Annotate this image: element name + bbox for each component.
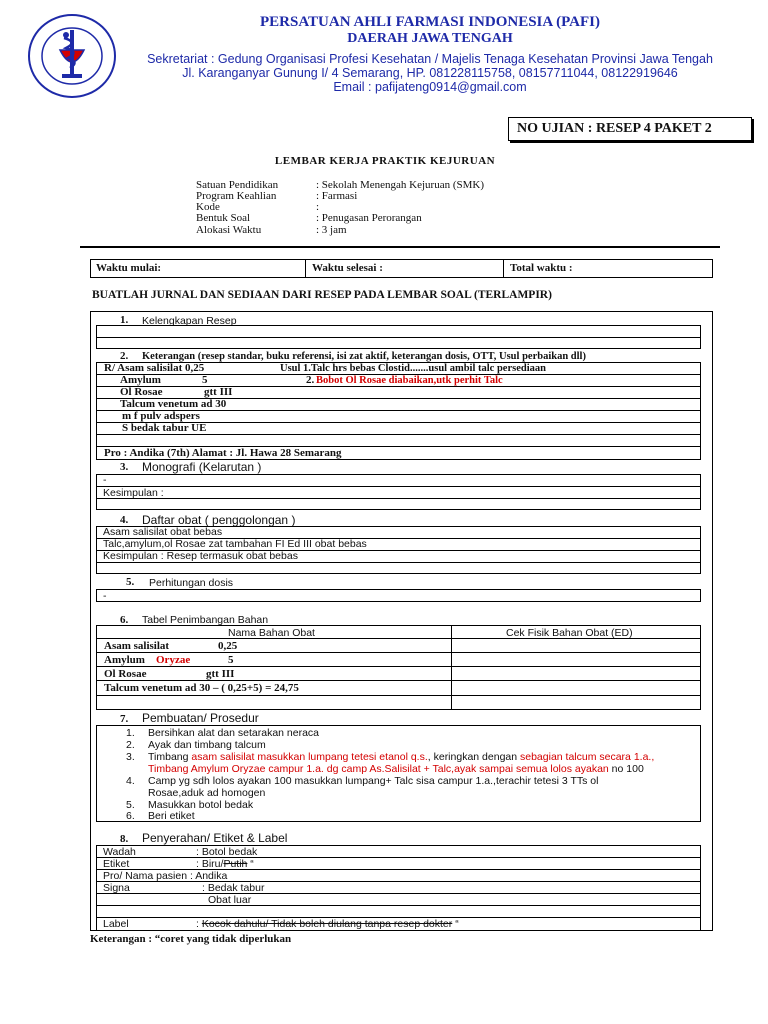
s4-conclusion: Kesimpulan : Resep termasuk obat bebas (103, 550, 298, 562)
pafi-logo (26, 12, 118, 100)
rx-line: R/ Asam salisilat 0,25 (104, 362, 205, 374)
material-name: Amylum (104, 654, 145, 666)
s3-table (96, 474, 701, 510)
rx-qty: 5 (202, 374, 208, 386)
step-number: 5. (126, 799, 135, 811)
org-name: PERSATUAN AHLI FARMASI INDONESIA (PAFI) (259, 14, 601, 30)
s4-title: Daftar obat ( penggolongan ) (142, 513, 296, 527)
rx-line: m f pulv adspers (122, 410, 200, 422)
label-value: : Botol bedak (196, 846, 258, 858)
step-number: 1. (126, 727, 135, 739)
step-text: Bersihkan alat dan setarakan neraca (148, 727, 320, 739)
s3-title: Monografi (Kelarutan ) (142, 460, 262, 474)
table-divider (305, 259, 306, 278)
label-value: Obat luar (208, 894, 252, 906)
sheet-title: LEMBAR KERJA PRAKTIK KEJURUAN (274, 155, 496, 167)
s3-number: 3. (120, 461, 129, 473)
label-value: : Biru/Putih “ (196, 858, 254, 870)
rx-note: Usul 1.Talc hrs bebas Clostid.......usul ambil talc persediaan (280, 363, 546, 374)
rx-line: Talcum venetum ad 30 (120, 398, 227, 410)
step-text: Ayak dan timbang talcum (148, 739, 266, 751)
step-text: Timbang asam salisilat masukkan lumpang tetesi etanol q.s., keringkan dengan sebagian talcum secara 1.a., (148, 751, 655, 763)
material-qty: 5 (228, 654, 234, 666)
org-email: Email : pafijateng0914@gmail.com (333, 80, 527, 94)
info-value: : Penugasan Perorangan (316, 212, 422, 224)
s4-line: Talc,amylum,ol Rosae zat tambahan FI Ed III obat bebas (103, 538, 367, 550)
label-field: Etiket (103, 858, 130, 870)
s2-title: Keterangan (resep standar, buku referensi, isi zat aktif, keterangan dosis, OTT, Usul perbaikan dll) (142, 351, 586, 362)
s4-line: Asam salisilat obat bebas (103, 526, 223, 538)
material-qty: gtt III (206, 668, 235, 680)
table-row-line (96, 498, 701, 499)
info-label: Alokasi Waktu (196, 224, 262, 236)
time-table (90, 259, 713, 278)
table-row-line (96, 337, 701, 338)
org-address: Jl. Karanganyar Gunung I/ 4 Semarang, HP. 081228115758, 08157711044, 08122919646 (182, 66, 678, 80)
rx-note-number: 2. (306, 374, 315, 386)
info-value: : Farmasi (316, 190, 358, 202)
s6-title: Tabel Penimbangan Bahan (142, 614, 269, 626)
s1-title: Kelengkapan Resep (142, 315, 237, 327)
step-number: 3. (126, 751, 135, 763)
time-start: Waktu mulai: (96, 262, 162, 274)
section-divider (80, 246, 720, 248)
s5-number: 5. (126, 576, 135, 588)
org-secretariat: Sekretariat : Gedung Organisasi Profesi Kesehatan / Majelis Tenaga Kesehatan Provinsi Jawa Tengah (147, 52, 713, 66)
step-text: Beri etiket (148, 810, 195, 822)
info-value: : Sekolah Menengah Kejuruan (SMK) (316, 179, 485, 191)
step-text: Timbang Amylum Oryzae campur 1.a. dg camp As.Salisilat + Talc,ayak sampai semua lolos ayakan no 100 (148, 763, 644, 775)
material-name: Asam salisilat (104, 640, 170, 652)
s8-title: Penyerahan/ Etiket & Label (142, 831, 288, 845)
table-header: Nama Bahan Obat (228, 627, 315, 639)
step-text: Rosae,aduk ad homogen (148, 787, 266, 799)
org-region: DAERAH JAWA TENGAH (347, 31, 513, 46)
info-label: Program Keahlian (196, 190, 277, 202)
table-row-line (96, 893, 701, 894)
s8-number: 8. (120, 833, 129, 845)
s4-number: 4. (120, 514, 129, 526)
info-label: Kode (196, 201, 220, 213)
s5-table (96, 589, 701, 602)
time-total: Total waktu : (510, 262, 573, 274)
step-number: 6. (126, 810, 135, 822)
step-text: Camp yg sdh lolos ayakan 100 masukkan lumpang+ Talc sisa campur 1.a.,terachir tetesi 3 TTs ol (148, 775, 599, 787)
table-header: Cek Fisik Bahan Obat (ED) (506, 627, 633, 639)
info-label: Satuan Pendidikan (196, 179, 279, 191)
s6-number: 6. (120, 614, 129, 626)
s3-conclusion: Kesimpulan : (103, 487, 164, 499)
label-field: Signa (103, 882, 130, 894)
s3-dash: - (103, 474, 107, 486)
label-field: Wadah (103, 846, 136, 858)
table-divider (503, 259, 504, 278)
s7-number: 7. (120, 713, 129, 725)
rx-qty: gtt III (204, 386, 233, 398)
label-value: : Bedak tabur (202, 882, 265, 894)
material-qty: 0,25 (218, 640, 238, 652)
s5-dash: - (103, 590, 107, 602)
label-field: Label (103, 918, 129, 930)
s1-number: 1. (120, 314, 129, 326)
table-row-line (96, 486, 701, 487)
s7-title: Pembuatan/ Prosedur (142, 711, 259, 725)
table-row-line (96, 905, 701, 906)
table-row-line (96, 857, 701, 858)
step-text: Masukkan botol bedak (148, 799, 254, 811)
time-end: Waktu selesai : (312, 262, 383, 274)
step-number: 2. (126, 739, 135, 751)
label-value: : Kocok dahulu/ Tidak boleh diulang tanpa resep dokter “ (196, 918, 459, 930)
s5-title: Perhitungan dosis (149, 577, 234, 589)
patient-line: Pro : Andika (7th) Alamat : Jl. Hawa 28 Semarang (104, 447, 342, 459)
s2-number: 2. (120, 350, 129, 362)
info-value: : (316, 201, 320, 213)
exam-number-box: NO UJIAN : RESEP 4 PAKET 2 (508, 117, 752, 141)
rx-line: Ol Rosae (120, 386, 163, 398)
table-row-line (96, 680, 701, 681)
table-row-line (96, 652, 701, 653)
info-value: : 3 jam (316, 224, 347, 236)
material-name: Ol Rosae (104, 668, 147, 680)
step-number: 4. (126, 775, 135, 787)
table-row-line (96, 695, 701, 696)
info-label: Bentuk Soal (196, 212, 251, 224)
material-name-correction: Oryzae (156, 654, 191, 666)
instruction: BUATLAH JURNAL DAN SEDIAAN DARI RESEP PADA LEMBAR SOAL (TERLAMPIR) (92, 289, 552, 301)
rx-note: Bobot Ol Rosae diabaikan,utk perhit Talc (316, 375, 503, 386)
rx-line: S bedak tabur UE (122, 422, 207, 434)
label-field: Pro/ Nama pasien : Andika (103, 870, 228, 882)
table-row-line (96, 562, 701, 563)
footer-note: Keterangan : “coret yang tidak diperlukan (90, 933, 292, 945)
material-name: Talcum venetum ad 30 – ( 0,25+5) = 24,75 (104, 682, 299, 694)
rx-line: Amylum (120, 374, 161, 386)
